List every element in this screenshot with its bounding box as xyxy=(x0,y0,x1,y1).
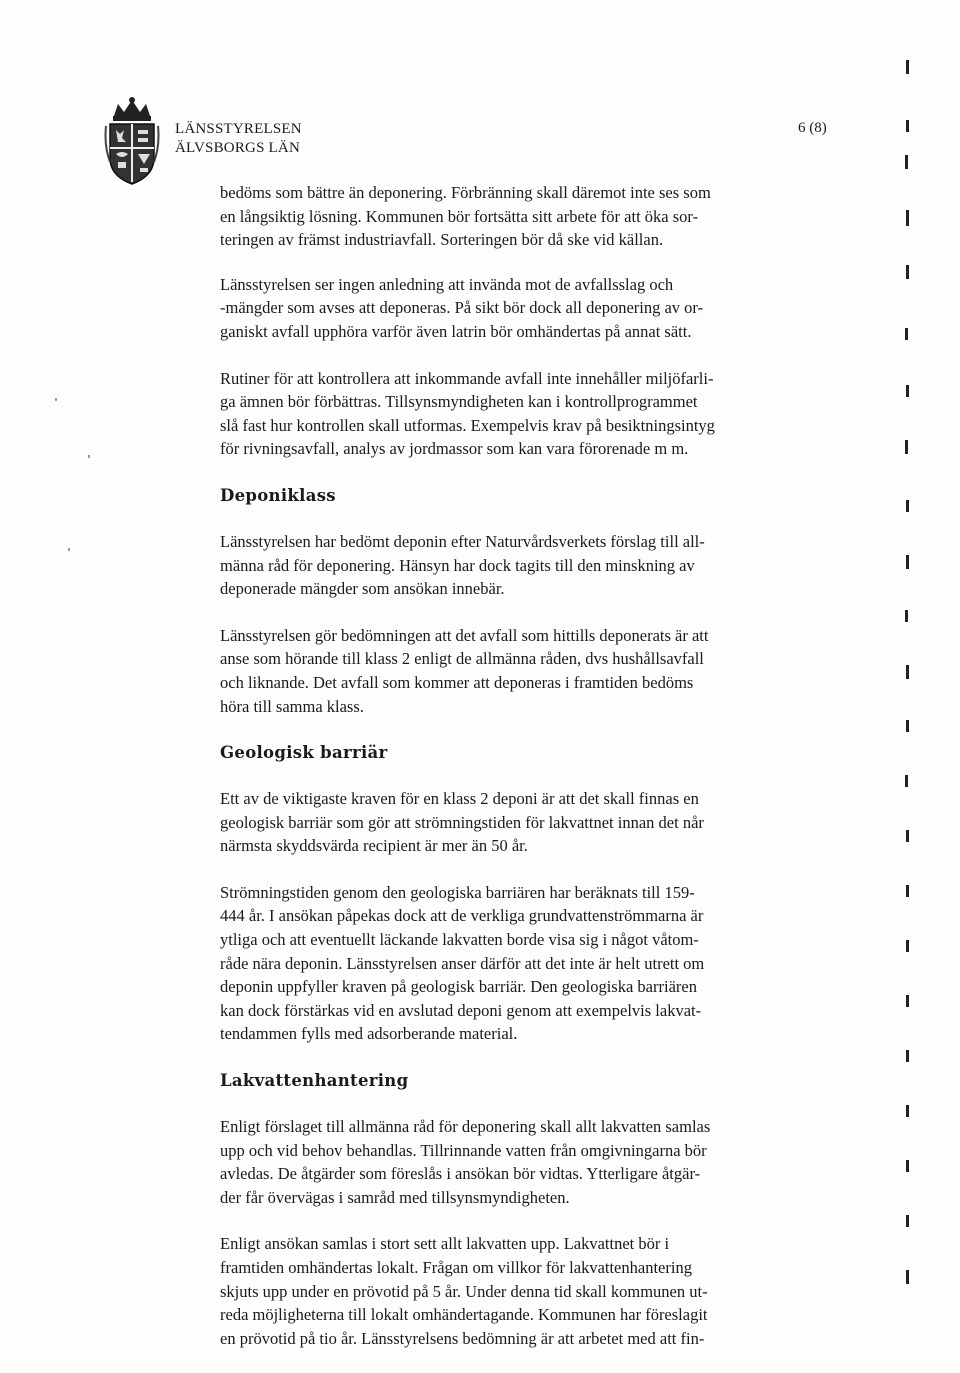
page-number: 6 (8) xyxy=(798,120,827,136)
paragraph-6 xyxy=(220,787,780,858)
text-line: upp och vid behov behandlas. Tillrinnande vatten från omgivningarna bör xyxy=(220,1140,707,1160)
scan-speck xyxy=(55,398,57,401)
text-line: för rivningsavfall, analys av jordmassor som kan vara förorenade m m. xyxy=(220,439,689,459)
text-line: och liknande. Det avfall som kommer att deponeras i framtiden bedöms xyxy=(220,672,694,692)
paragraph-7 xyxy=(220,881,780,1046)
document-body xyxy=(220,181,780,1373)
text-line: deponerade mängder som ansökan innebär. xyxy=(220,579,505,599)
text-line: der får övervägas i samråd med tillsynsmyndigheten. xyxy=(220,1187,570,1207)
org-line-1: LÄNSSTYRELSEN xyxy=(175,121,302,137)
paragraph-5 xyxy=(220,624,780,718)
section-heading-geologisk-barriar: Geologisk barriär xyxy=(220,743,388,763)
paragraph-2 xyxy=(220,273,780,344)
paragraph-8 xyxy=(220,1115,780,1209)
org-line-2: ÄLVSBORGS LÄN xyxy=(175,140,300,156)
text-line: bedöms som bättre än deponering. Förbränning skall däremot inte ses som xyxy=(220,183,711,202)
text-line: en långsiktig lösning. Kommunen bör fortsätta sitt arbete för att öka sor- xyxy=(220,206,699,226)
text-line: råde nära deponin. Länsstyrelsen anser därför att det inte är helt utrett om xyxy=(220,953,705,973)
text-line: -mängder som avses att deponeras. På sikt bör dock all deponering av or- xyxy=(220,298,704,318)
text-line: slå fast hur kontrollen skall utformas. Exempelvis krav på besiktningsintyg xyxy=(220,415,715,435)
text-line: skjuts upp under en prövotid på 5 år. Under denna tid skall kommunen ut- xyxy=(220,1281,708,1301)
text-line: anse som hörande till klass 2 enligt de allmänna råden, dvs hushållsavfall xyxy=(220,649,704,669)
text-line: männa råd för deponering. Hänsyn har dock tagits till den minskning av xyxy=(220,555,695,575)
text-line: ganiskt avfall upphöra varför även latrin bör omhändertas på annat sätt. xyxy=(220,321,692,341)
paragraph-4 xyxy=(220,530,780,601)
text-line: Enligt ansökan samlas i stort sett allt lakvatten upp. Lakvattnet bör i xyxy=(220,1234,670,1254)
text-line: framtiden omhändertas lokalt. Frågan om villkor för lakvattenhantering xyxy=(220,1258,692,1277)
text-line: avledas. De åtgärder som föreslås i ansökan bör vidtas. Ytterligare åtgär- xyxy=(220,1164,701,1184)
scan-edge-marks xyxy=(900,60,914,1300)
text-line: Rutiner för att kontrollera att inkommande avfall inte innehåller miljöfarli- xyxy=(220,368,714,388)
section-heading-lakvattenhantering: Lakvattenhantering xyxy=(220,1071,409,1091)
text-line: en prövotid på tio år. Länsstyrelsens bedömning är att arbetet med att fin- xyxy=(220,1328,705,1348)
text-line: ga ämnen bör förbättras. Tillsynsmyndigheten kan i kontrollprogrammet xyxy=(220,392,698,412)
paragraph-3 xyxy=(220,367,780,461)
text-line: Länsstyrelsen har bedömt deponin efter Naturvårdsverkets förslag till all- xyxy=(220,531,705,551)
text-line: Ett av de viktigaste kraven för en klass 2 deponi är att det skall finnas en xyxy=(220,789,699,809)
scan-speck xyxy=(68,548,70,551)
text-line: tendammen fylls med adsorberande material. xyxy=(220,1024,518,1044)
text-line: Länsstyrelsen gör bedömningen att det avfall som hittills deponerats är att xyxy=(220,625,709,645)
scan-speck xyxy=(88,455,90,458)
text-line: geologisk barriär som gör att strömningstiden för lakvattnet innan det når xyxy=(220,812,704,832)
coat-of-arms-icon xyxy=(104,96,160,188)
paragraph-1 xyxy=(220,181,780,252)
organization-name xyxy=(175,120,302,158)
text-line: teringen av främst industriavfall. Sorteringen bör då ske vid källan. xyxy=(220,230,664,250)
text-line: närmsta skyddsvärda recipient är mer än 50 år. xyxy=(220,836,528,856)
text-line: deponin uppfyller kraven på geologisk barriär. Den geologiska barriären xyxy=(220,977,697,997)
text-line: Enligt förslaget till allmänna råd för deponering skall allt lakvatten samlas xyxy=(220,1117,711,1137)
paragraph-9 xyxy=(220,1232,780,1350)
text-line: reda möjligheterna till lokalt omhändertagande. Kommunen har föreslagit xyxy=(220,1305,708,1325)
text-line: Strömningstiden genom den geologiska barriären har beräknats till 159- xyxy=(220,882,695,902)
text-line: kan dock förstärkas vid en avslutad deponi genom att exempelvis lakvat- xyxy=(220,1000,702,1020)
text-line: höra till samma klass. xyxy=(220,696,364,716)
text-line: Länsstyrelsen ser ingen anledning att invända mot de avfallsslag och xyxy=(220,274,674,294)
section-heading-deponiklass: Deponiklass xyxy=(220,485,336,505)
text-line: ytliga och att eventuellt läckande lakvatten borde visa sig i något våtom- xyxy=(220,930,699,950)
text-line: 444 år. I ansökan påpekas dock att de verkliga grundvattenströmmarna är xyxy=(220,906,704,926)
